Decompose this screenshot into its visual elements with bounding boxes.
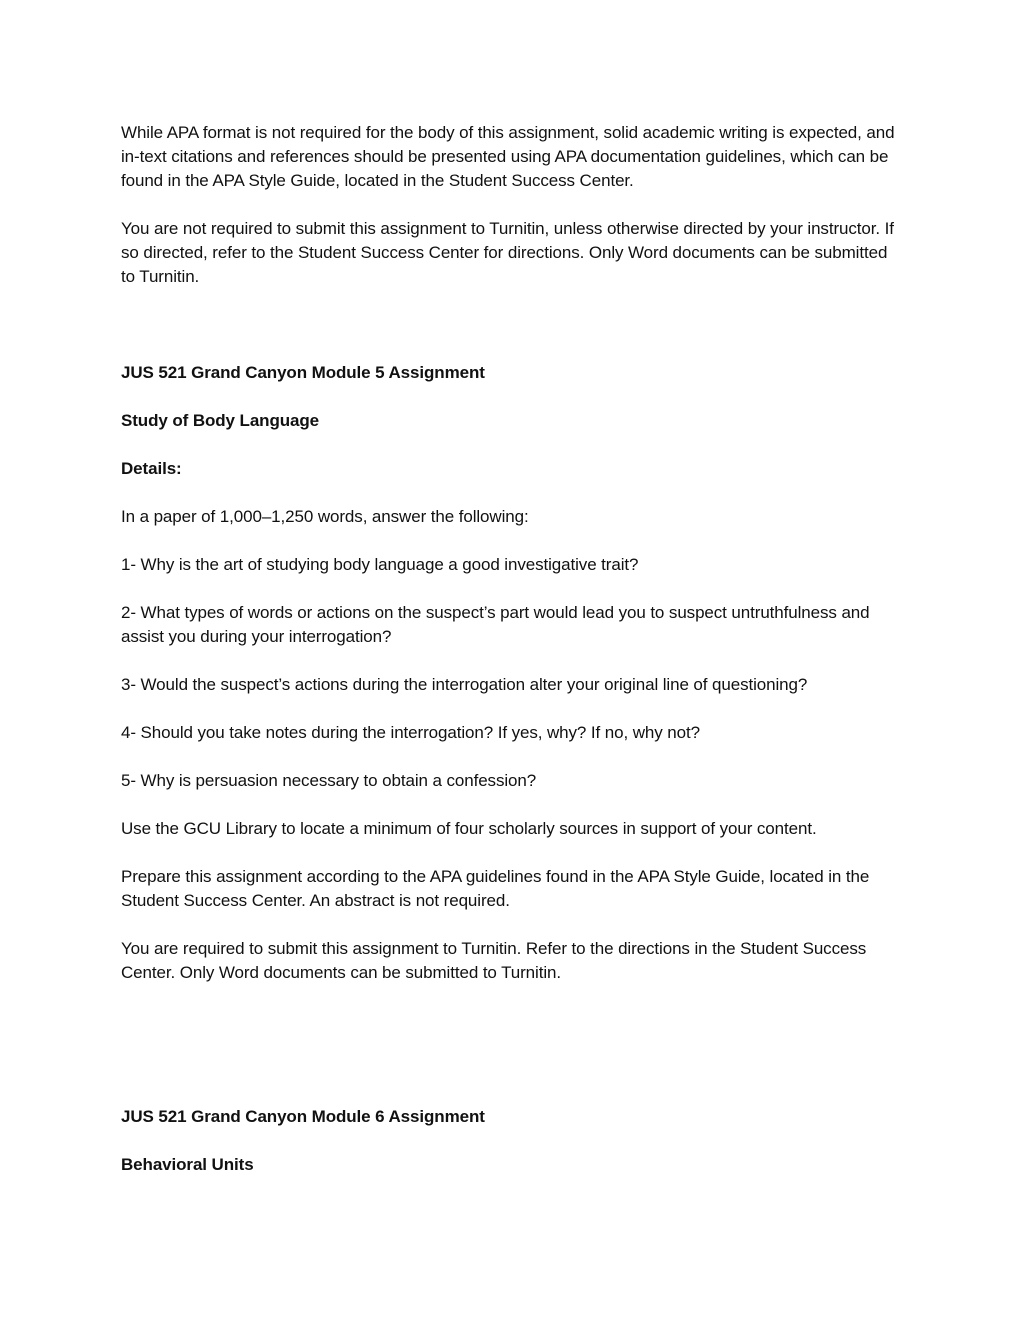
question-5: 5- Why is persuasion necessary to obtain a confession? bbox=[121, 771, 537, 790]
document-body bbox=[121, 121, 901, 1201]
question-4: 4- Should you take notes during the interrogation? If yes, why? If no, why not? bbox=[121, 723, 700, 742]
module5-library-note: Use the GCU Library to locate a minimum of four scholarly sources in support of your content. bbox=[121, 819, 817, 838]
spacer bbox=[121, 313, 901, 361]
paragraph-turnitin-note: You are not required to submit this assignment to Turnitin, unless otherwise directed by your instructor. If so directed, refer to the Student Success Center for directions. Only Word documents can be submitted to Turnitin. bbox=[121, 219, 894, 286]
module6-title: JUS 521 Grand Canyon Module 6 Assignment bbox=[121, 1107, 485, 1126]
module5-apa-note: Prepare this assignment according to the APA guidelines found in the APA Style Guide, located in the Student Success Center. An abstract is not required. bbox=[121, 867, 870, 910]
module5-turnitin-note: You are required to submit this assignment to Turnitin. Refer to the directions in the Student Success Center. Only Word documents can be submitted to Turnitin. bbox=[121, 939, 867, 982]
module5-subtitle: Study of Body Language bbox=[121, 411, 320, 430]
paragraph-apa-note: While APA format is not required for the body of this assignment, solid academic writing is expected, and in-text citations and references should be presented using APA documentation guidelines, which can be found in the APA Style Guide, located in the Student Success Center. bbox=[121, 123, 895, 190]
module5-intro: In a paper of 1,000–1,250 words, answer the following: bbox=[121, 507, 529, 526]
module6-subtitle: Behavioral Units bbox=[121, 1155, 254, 1174]
question-1: 1- Why is the art of studying body language a good investigative trait? bbox=[121, 555, 639, 574]
module5-title: JUS 521 Grand Canyon Module 5 Assignment bbox=[121, 363, 485, 382]
question-2: 2- What types of words or actions on the suspect’s part would lead you to suspect untruthfulness and assist you during your interrogation? bbox=[121, 603, 870, 646]
module5-details-label: Details: bbox=[121, 459, 182, 478]
spacer bbox=[121, 1009, 901, 1105]
question-3: 3- Would the suspect’s actions during the interrogation alter your original line of questioning? bbox=[121, 675, 808, 694]
